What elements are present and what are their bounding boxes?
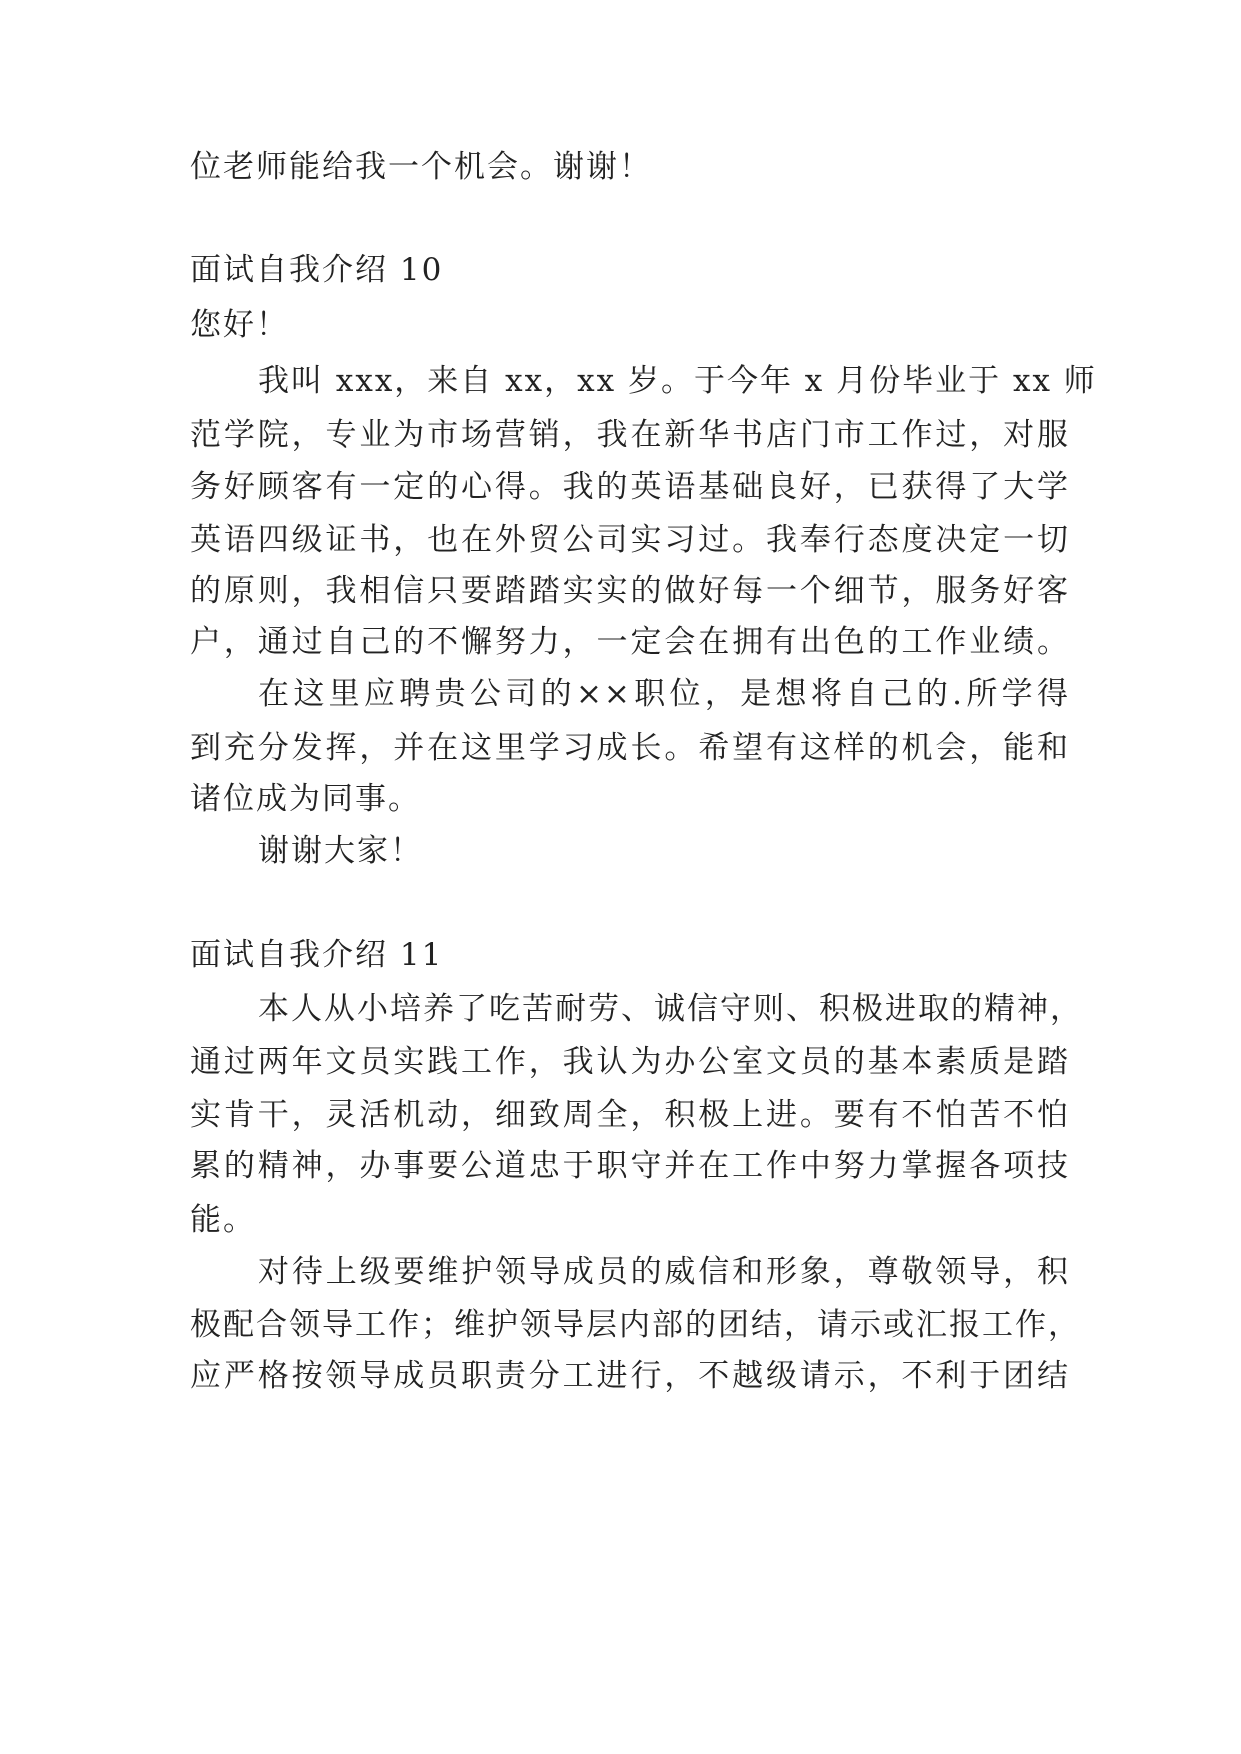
section-11-para1-line: 能。	[190, 1202, 256, 1238]
section-10-para1-line: 的原则，我相信只要踏踏实实的做好每一个细节，服务好客	[190, 573, 1070, 609]
section-10-para1-line: 英语四级证书，也在外贸公司实习过。我奉行态度决定一切	[190, 522, 1070, 558]
section-11-title: 面试自我介绍 11	[190, 937, 444, 973]
section-10-para1-line: 我叫 xxx，来自 xx，xx 岁。于今年 x 月份毕业于 xx 师	[258, 363, 1097, 399]
section-11-para1-line: 实肯干，灵活机动，细致周全，积极上进。要有不怕苦不怕	[190, 1097, 1070, 1133]
section-11-para2-line: 对待上级要维护领导成员的威信和形象，尊敬领导，积	[258, 1254, 1070, 1290]
section-10-para2-line: 在这里应聘贵公司的××职位，是想将自己的.所学得	[258, 676, 1070, 712]
section-10-title: 面试自我介绍 10	[190, 252, 444, 288]
section-11-para2-line: 极配合领导工作；维护领导层内部的团结，请示或汇报工作，	[190, 1307, 1081, 1343]
section-10-para1-line: 户，通过自己的不懈努力，一定会在拥有出色的工作业绩。	[190, 624, 1070, 660]
section-10-greeting: 您好！	[190, 307, 289, 343]
section-10-para2-line: 到充分发挥，并在这里学习成长。希望有这样的机会，能和	[190, 730, 1070, 766]
section-11-para1-line: 通过两年文员实践工作，我认为办公室文员的基本素质是踏	[190, 1044, 1070, 1080]
section-11-para1-line: 本人从小培养了吃苦耐劳、诚信守则、积极进取的精神，	[258, 991, 1083, 1027]
section-10-closing: 谢谢大家！	[258, 833, 423, 869]
section-11-para2-line: 应严格按领导成员职责分工进行，不越级请示，不利于团结	[190, 1358, 1070, 1394]
section-10-para1-line: 范学院，专业为市场营销，我在新华书店门市工作过，对服	[190, 417, 1070, 453]
section-10-para2-line: 诸位成为同事。	[190, 781, 421, 817]
section-10-para1-line: 务好顾客有一定的心得。我的英语基础良好，已获得了大学	[190, 469, 1070, 505]
continuation-line: 位老师能给我一个机会。谢谢！	[190, 149, 652, 185]
section-11-para1-line: 累的精神，办事要公道忠于职守并在工作中努力掌握各项技	[190, 1148, 1070, 1184]
